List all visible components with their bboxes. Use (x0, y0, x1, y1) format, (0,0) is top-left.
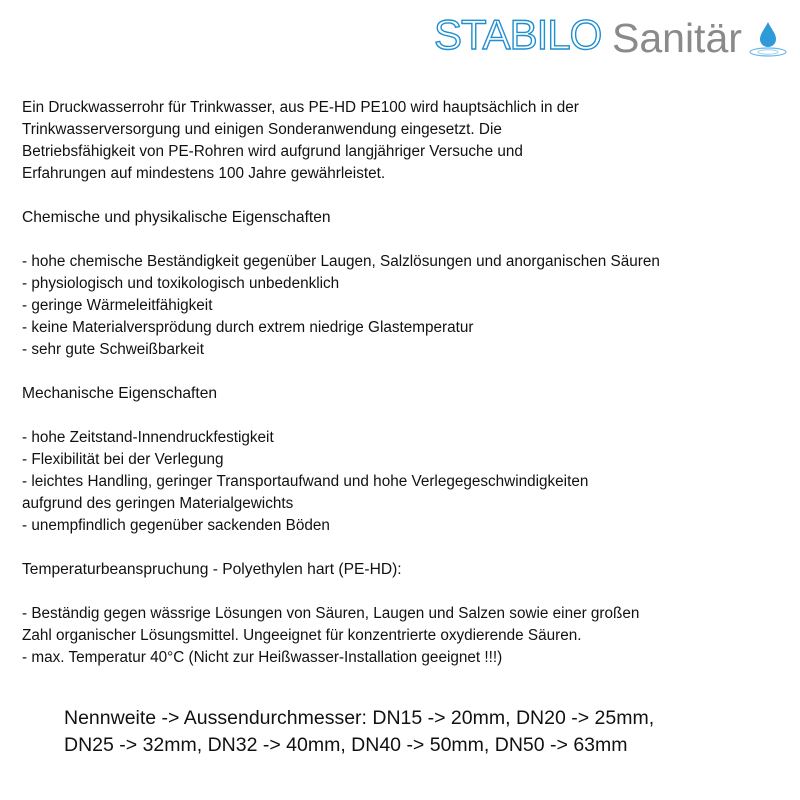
list-item: aufgrund des geringen Materialgewichts (22, 495, 294, 512)
nominal-size-line: Nennweite -> Aussendurchmesser: DN15 -> 20mm, DN20 -> 25mm, (64, 707, 655, 729)
section-mechanical (22, 383, 792, 537)
list-item: - physiologisch und toxikologisch unbedenklich (22, 275, 340, 292)
section-heading: Temperaturbeanspruchung - Polyethylen hart (PE-HD): (22, 561, 402, 578)
nominal-size-line: DN25 -> 32mm, DN32 -> 40mm, DN40 -> 50mm, DN50 -> 63mm (64, 734, 628, 756)
nominal-size-note (64, 705, 654, 759)
list-item: - unempfindlich gegenüber sackenden Böden (22, 517, 330, 534)
stabilo-sanitaer-logo (434, 8, 790, 58)
water-drop-icon (750, 22, 786, 56)
intro-line: Ein Druckwasserrohr für Trinkwasser, aus PE-HD PE100 wird hauptsächlich in der (22, 99, 579, 116)
list-item: - keine Materialversprödung durch extrem niedrige Glastemperatur (22, 319, 474, 336)
section-heading: Chemische und physikalische Eigenschaften (22, 209, 331, 226)
intro-line: Erfahrungen auf mindestens 100 Jahre gewährleistet. (22, 165, 386, 182)
intro-paragraph (22, 97, 792, 185)
list-item: - hohe Zeitstand-Innendruckfestigkeit (22, 429, 274, 446)
logo-sub-text: Sanitär (612, 15, 742, 58)
section-temperature (22, 559, 792, 669)
list-item: - hohe chemische Beständigkeit gegenüber Laugen, Salzlösungen und anorganischen Säuren (22, 253, 660, 270)
intro-line: Trinkwasserversorgung und einigen Sonderanwendung eingesetzt. Die (22, 121, 502, 138)
list-item: - leichtes Handling, geringer Transportaufwand und hohe Verlegegeschwindigkeiten (22, 473, 589, 490)
list-item: Zahl organischer Lösungsmittel. Ungeeignet für konzentrierte oxydierende Säuren. (22, 627, 582, 644)
list-item: - Flexibilität bei der Verlegung (22, 451, 224, 468)
list-item: - max. Temperatur 40°C (Nicht zur Heißwasser-Installation geeignet !!!) (22, 649, 503, 666)
list-item: - sehr gute Schweißbarkeit (22, 341, 204, 358)
section-chemical (22, 207, 792, 361)
logo-brand-text: STABILO (434, 11, 602, 58)
document-body (22, 97, 792, 669)
intro-line: Betriebsfähigkeit von PE-Rohren wird aufgrund langjähriger Versuche und (22, 143, 523, 160)
brand-logo (434, 8, 790, 58)
list-item: - Beständig gegen wässrige Lösungen von Säuren, Laugen und Salzen sowie einer großen (22, 605, 640, 622)
section-heading: Mechanische Eigenschaften (22, 385, 218, 402)
list-item: - geringe Wärmeleitfähigkeit (22, 297, 213, 314)
